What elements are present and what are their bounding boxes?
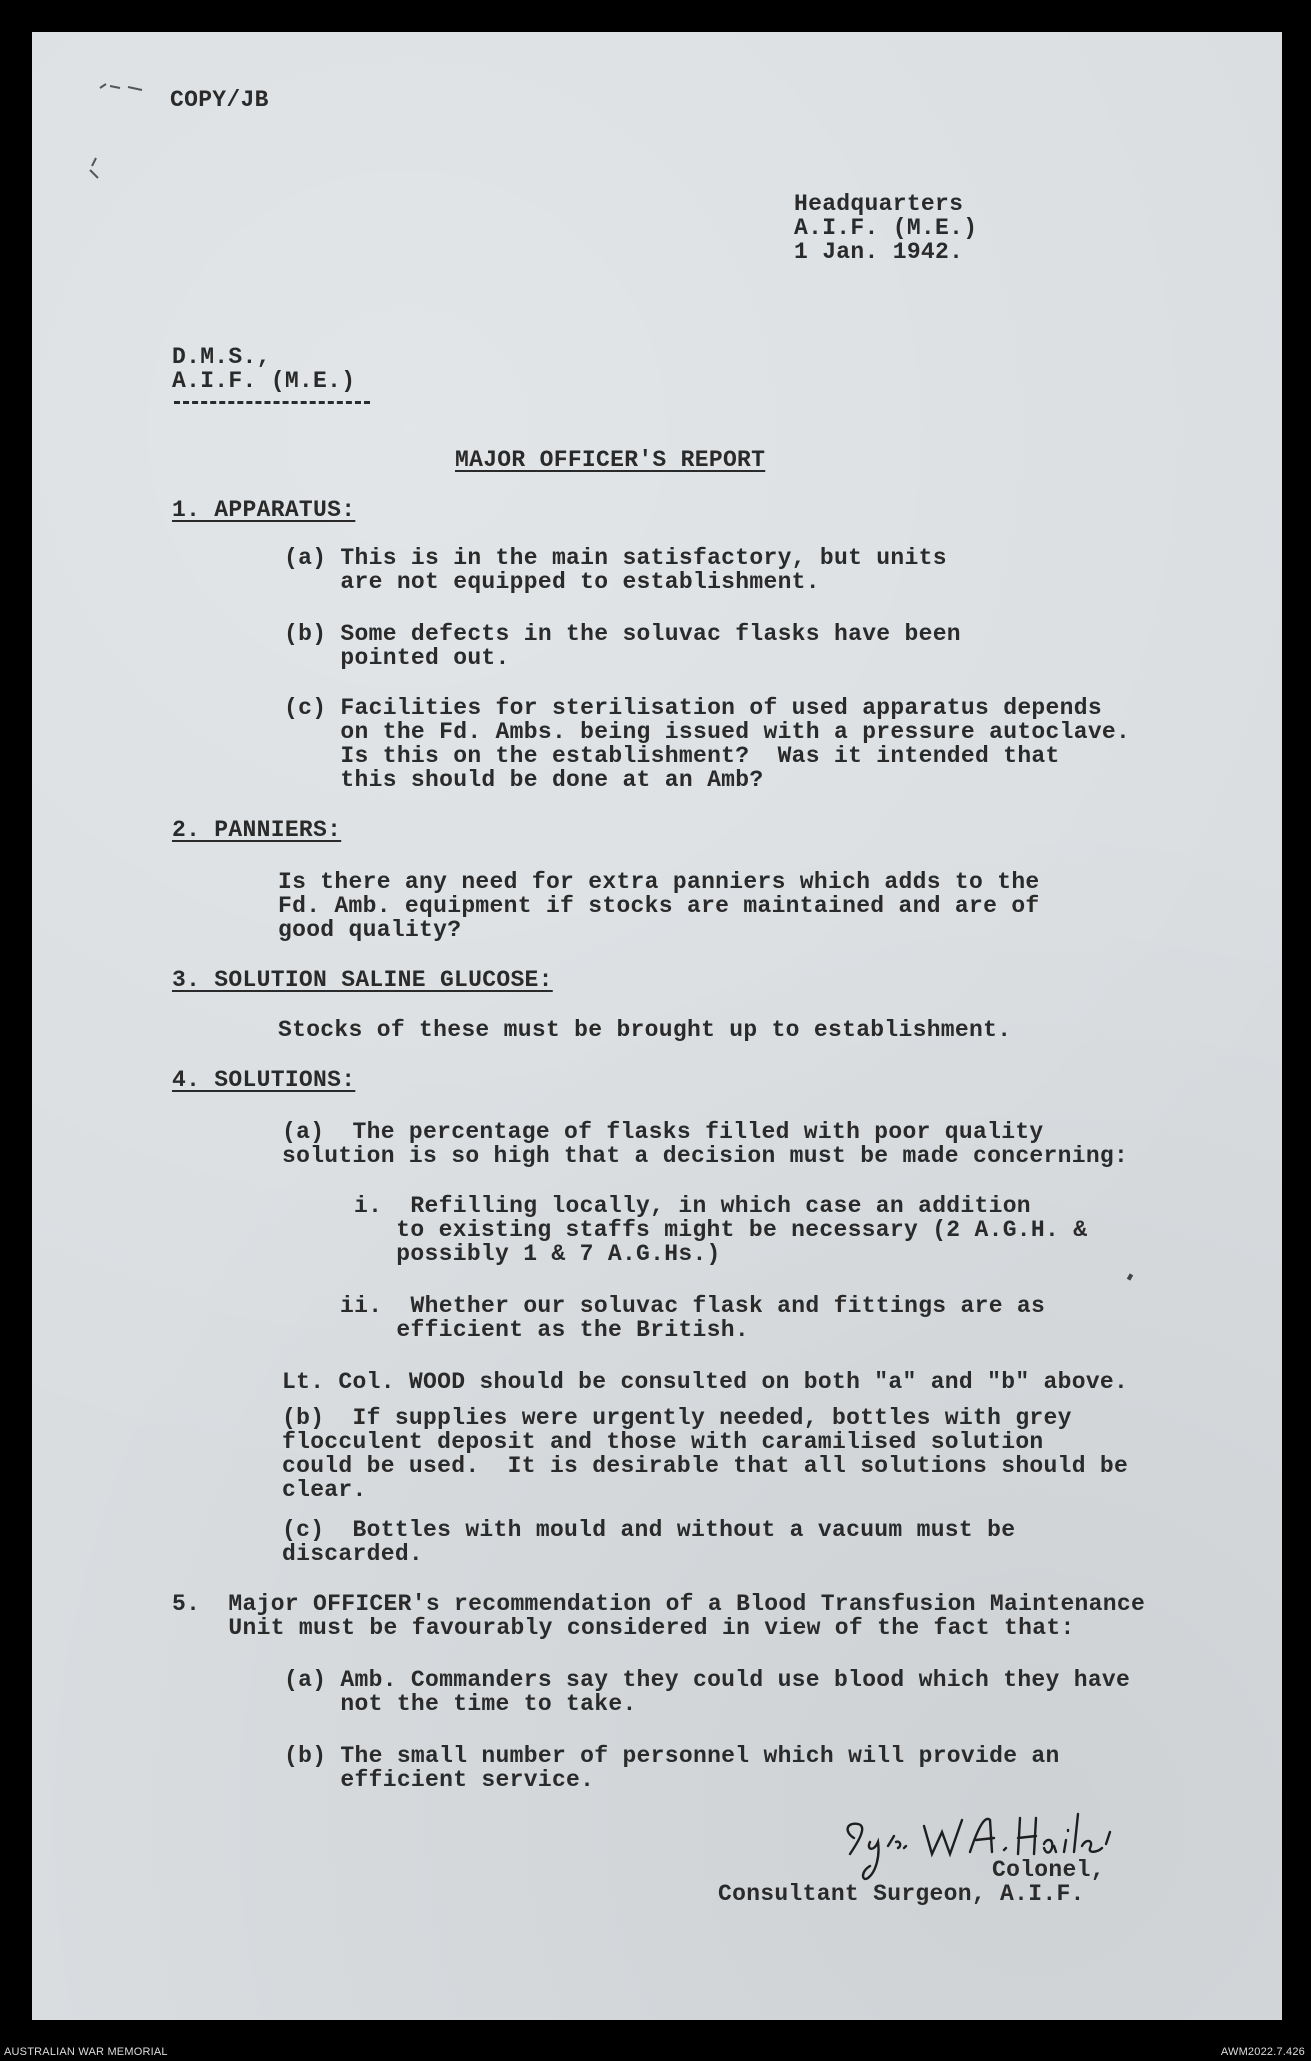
s4-ii-line-1: ii. Whether our soluvac flask and fittings are as (340, 1293, 1046, 1319)
staple-mark-icon (84, 156, 98, 160)
s4-note: Lt. Col. WOOD should be consulted on both "a" and "b" above. (282, 1369, 1129, 1395)
s4-ii-line-2: efficient as the British. (340, 1317, 749, 1343)
s5-intro-line-1: 5. Major OFFICER's recommendation of a Blood Transfusion Maintenance (172, 1591, 1146, 1617)
s4-a-line-1: (a) The percentage of flasks filled with poor quality (282, 1119, 1044, 1145)
s5-a-line-1: (a) Amb. Commanders say they could use blood which they have (284, 1667, 1131, 1693)
s4-b-line-1: (b) If supplies were urgently needed, bottles with grey (282, 1405, 1072, 1431)
s1-c-line-3: Is this on the establishment? Was it intended that (284, 743, 1060, 769)
s1-a-line-1: (a) This is in the main satisfactory, but units (284, 545, 947, 571)
s1-c-line-4: this should be done at an Amb? (284, 767, 764, 793)
s2-line-3: good quality? (278, 917, 462, 943)
s5-b-line-1: (b) The small number of personnel which will provide an (284, 1743, 1060, 1769)
report-title: MAJOR OFFICER'S REPORT (455, 447, 766, 473)
staple-mark-icon (98, 78, 112, 82)
speck-mark (1127, 1273, 1133, 1280)
section-4-heading: 4. SOLUTIONS: (172, 1067, 356, 1093)
s4-c-line-2: discarded. (282, 1541, 424, 1567)
header-date: 1 Jan. 1942. (794, 239, 964, 265)
addressee-underline (174, 401, 370, 404)
s2-line-1: Is there any need for extra panniers which adds to the (278, 869, 1040, 895)
footer-left: AUSTRALIAN WAR MEMORIAL (4, 2046, 168, 2058)
s4-b-line-4: clear. (282, 1477, 367, 1503)
s4-b-line-3: could be used. It is desirable that all solutions should be (282, 1453, 1129, 1479)
s5-a-line-2: not the time to take. (284, 1691, 637, 1717)
s4-i-line-1: i. Refilling locally, in which case an addition (354, 1193, 1031, 1219)
section-2-heading: 2. PANNIERS: (172, 817, 342, 843)
s1-c-line-1: (c) Facilities for sterilisation of used apparatus depends (284, 695, 1102, 721)
s4-a-line-2: solution is so high that a decision must be made concerning: (282, 1143, 1129, 1169)
s1-c-line-2: on the Fd. Ambs. being issued with a pressure autoclave. (284, 719, 1131, 745)
s4-i-line-3: possibly 1 & 7 A.G.Hs.) (354, 1241, 721, 1267)
section-1-heading: 1. APPARATUS: (172, 497, 356, 523)
signature-rank: Colonel, (992, 1857, 1105, 1883)
document-page (32, 32, 1282, 2020)
header-line-2: A.I.F. (M.E.) (794, 215, 978, 241)
s5-intro-line-2: Unit must be favourably considered in view of the fact that: (172, 1615, 1075, 1641)
s4-c-line-1: (c) Bottles with mould and without a vacuum must be (282, 1517, 1016, 1543)
s3-body: Stocks of these must be brought up to establishment. (278, 1017, 1012, 1043)
signature-title: Consultant Surgeon, A.I.F. (718, 1881, 1085, 1907)
s1-b-line-2: pointed out. (284, 645, 510, 671)
s1-b-line-1: (b) Some defects in the soluvac flasks have been (284, 621, 961, 647)
footer-right: AWM2022.7.426 (1220, 2046, 1305, 2058)
addressee-line-2: A.I.F. (M.E.) (172, 368, 356, 394)
addressee-line-1: D.M.S., (172, 344, 271, 370)
header-line-1: Headquarters (794, 191, 964, 217)
section-3-heading: 3. SOLUTION SALINE GLUCOSE: (172, 967, 553, 993)
s2-line-2: Fd. Amb. equipment if stocks are maintained and are of (278, 893, 1040, 919)
s5-b-line-2: efficient service. (284, 1767, 595, 1793)
s1-a-line-2: are not equipped to establishment. (284, 569, 820, 595)
s4-i-line-2: to existing staffs might be necessary (2 A.G.H. & (354, 1217, 1088, 1243)
copy-mark: COPY/JB (170, 87, 269, 113)
s4-b-line-2: flocculent deposit and those with caramilised solution (282, 1429, 1044, 1455)
